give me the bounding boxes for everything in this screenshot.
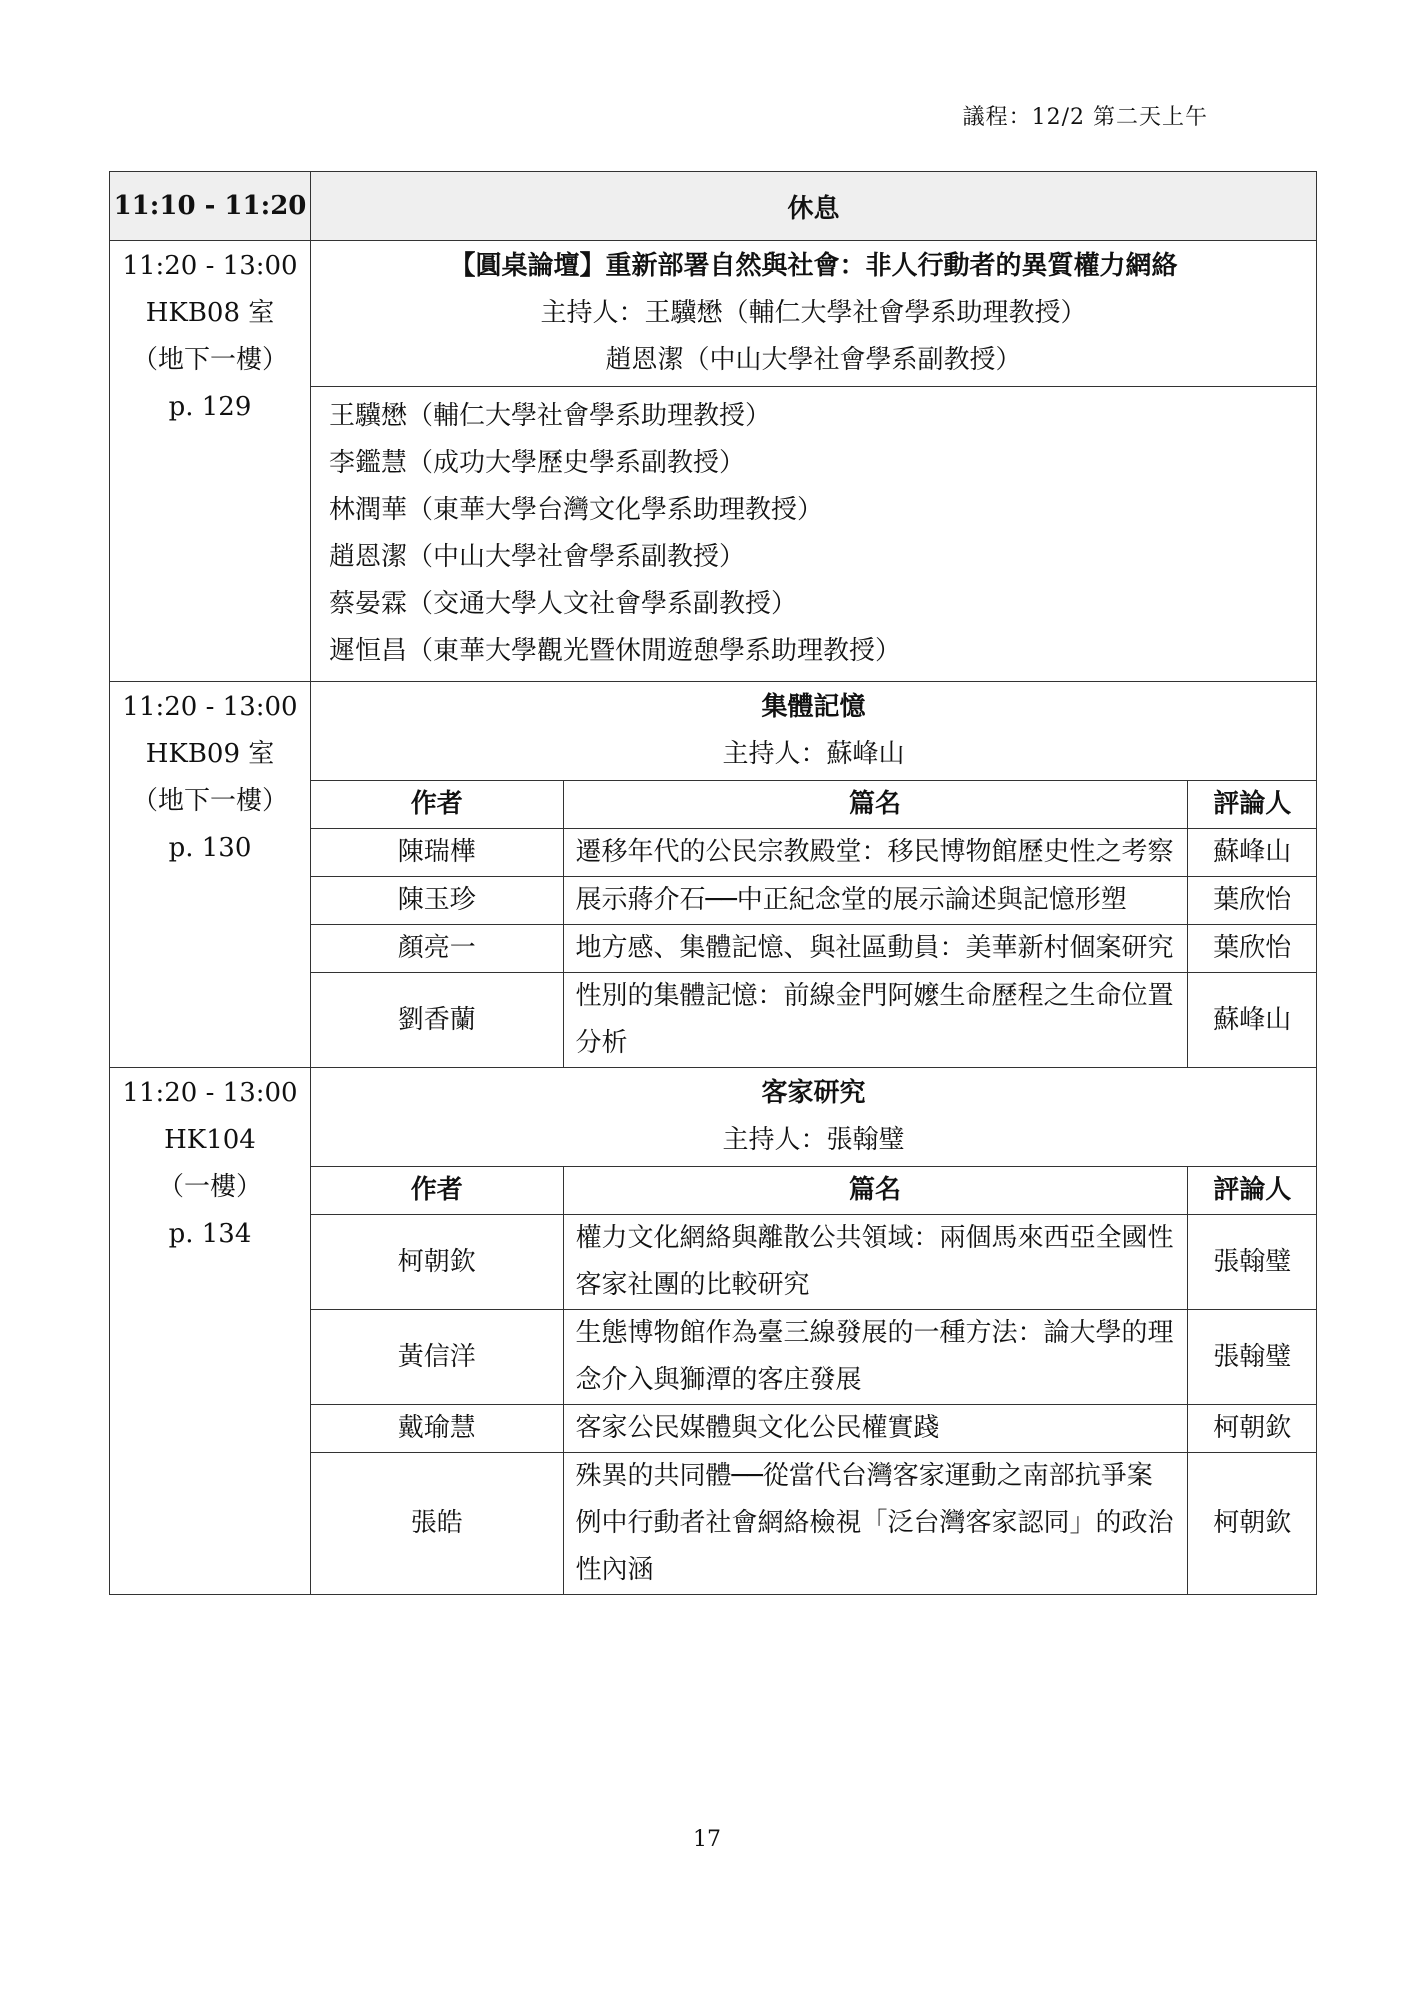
session-page-ref: p. 129 bbox=[168, 392, 252, 422]
session-host: 主持人：王驥懋（輔仁大學社會學系助理教授） bbox=[540, 298, 1087, 328]
session-time-cell bbox=[110, 1068, 311, 1595]
page-number: 17 bbox=[693, 1827, 721, 1852]
col-reviewer-header: 評論人 bbox=[1187, 1167, 1317, 1215]
paper-reviewer: 柯朝欽 bbox=[1187, 1405, 1317, 1453]
break-time: 11:10 - 11:20 bbox=[110, 172, 311, 241]
session-row bbox=[110, 682, 1317, 1068]
session-room: HKB09 室 bbox=[145, 739, 275, 769]
paper-row bbox=[311, 925, 1317, 973]
session-time-cell bbox=[110, 682, 311, 1068]
session-floor: （地下一樓） bbox=[131, 786, 288, 816]
paper-author: 陳玉珍 bbox=[311, 877, 563, 925]
session-room: HK104 bbox=[164, 1125, 256, 1155]
panelist: 蔡晏霖（交通大學人文社會學系副教授） bbox=[329, 589, 798, 619]
paper-reviewer: 張翰璧 bbox=[1187, 1215, 1317, 1310]
session-time: 11:20 - 13:00 bbox=[122, 692, 298, 722]
paper-title: 生態博物館作為臺三線發展的一種方法：論大學的理念介入與獅潭的客庄發展 bbox=[563, 1310, 1187, 1405]
col-title-header: 篇名 bbox=[563, 781, 1187, 829]
paper-title: 權力文化網絡與離散公共領域：兩個馬來西亞全國性客家社團的比較研究 bbox=[563, 1215, 1187, 1310]
paper-author: 柯朝欽 bbox=[311, 1215, 563, 1310]
paper-author: 黃信洋 bbox=[311, 1310, 563, 1405]
paper-reviewer: 蘇峰山 bbox=[1187, 829, 1317, 877]
session-host: 主持人：張翰璧 bbox=[722, 1125, 905, 1155]
session-cohost: 趙恩潔（中山大學社會學系副教授） bbox=[605, 345, 1022, 375]
paper-row bbox=[311, 1310, 1317, 1405]
paper-table bbox=[311, 780, 1317, 1067]
session-row bbox=[110, 1068, 1317, 1595]
session-floor: （一樓） bbox=[157, 1172, 262, 1202]
paper-table bbox=[311, 1166, 1317, 1594]
paper-title: 殊異的共同體──從當代台灣客家運動之南部抗爭案例中行動者社會網絡檢視「泛台灣客家認同」的政治性內涵 bbox=[563, 1453, 1187, 1595]
paper-row bbox=[311, 1405, 1317, 1453]
panelist-list bbox=[311, 387, 1317, 682]
panelist: 李鑑慧（成功大學歷史學系副教授） bbox=[329, 448, 746, 478]
session-time: 11:20 - 13:00 bbox=[122, 251, 298, 281]
paper-row bbox=[311, 829, 1317, 877]
session-title: 【圓桌論壇】重新部署自然與社會：非人行動者的異質權力網絡 bbox=[449, 251, 1178, 281]
paper-reviewer: 柯朝欽 bbox=[1187, 1453, 1317, 1595]
col-author-header: 作者 bbox=[311, 781, 563, 829]
roundtable-row bbox=[110, 241, 1317, 387]
col-title-header: 篇名 bbox=[563, 1167, 1187, 1215]
paper-reviewer: 葉欣怡 bbox=[1187, 877, 1317, 925]
paper-row bbox=[311, 1215, 1317, 1310]
panelist: 林潤華（東華大學台灣文化學系助理教授） bbox=[329, 495, 824, 525]
break-row bbox=[110, 172, 1317, 241]
session-host: 主持人：蘇峰山 bbox=[722, 739, 905, 769]
agenda-table bbox=[109, 171, 1317, 1595]
paper-title: 客家公民媒體與文化公民權實踐 bbox=[563, 1405, 1187, 1453]
col-author-header: 作者 bbox=[311, 1167, 563, 1215]
session-floor: （地下一樓） bbox=[131, 345, 288, 375]
break-label: 休息 bbox=[311, 172, 1317, 241]
session-title: 集體記憶 bbox=[761, 692, 866, 722]
panelist: 遲恒昌（東華大學觀光暨休閒遊憩學系助理教授） bbox=[329, 636, 902, 666]
session-room: HKB08 室 bbox=[145, 298, 275, 328]
paper-author: 張皓 bbox=[311, 1453, 563, 1595]
session-title: 客家研究 bbox=[761, 1078, 866, 1108]
paper-title: 展示蔣介石──中正紀念堂的展示論述與記憶形塑 bbox=[563, 877, 1187, 925]
roundtable-time-cell bbox=[110, 241, 311, 682]
paper-reviewer: 葉欣怡 bbox=[1187, 925, 1317, 973]
paper-author: 顏亮一 bbox=[311, 925, 563, 973]
roundtable-header bbox=[311, 241, 1317, 387]
paper-row bbox=[311, 973, 1317, 1068]
paper-author: 戴瑜慧 bbox=[311, 1405, 563, 1453]
paper-title: 遷移年代的公民宗教殿堂：移民博物館歷史性之考察 bbox=[563, 829, 1187, 877]
page-header: 議程：12/2 第二天上午 bbox=[962, 105, 1208, 130]
col-reviewer-header: 評論人 bbox=[1187, 781, 1317, 829]
paper-author: 劉香蘭 bbox=[311, 973, 563, 1068]
session-time: 11:20 - 13:00 bbox=[122, 1078, 298, 1108]
session-page-ref: p. 134 bbox=[168, 1219, 252, 1249]
session-detail bbox=[311, 1068, 1317, 1595]
paper-author: 陳瑞樺 bbox=[311, 829, 563, 877]
paper-title: 性別的集體記憶：前線金門阿嬤生命歷程之生命位置分析 bbox=[563, 973, 1187, 1068]
paper-title: 地方感、集體記憶、與社區動員：美華新村個案研究 bbox=[563, 925, 1187, 973]
paper-reviewer: 張翰璧 bbox=[1187, 1310, 1317, 1405]
panelist: 趙恩潔（中山大學社會學系副教授） bbox=[329, 542, 746, 572]
session-page-ref: p. 130 bbox=[168, 833, 252, 863]
session-detail bbox=[311, 682, 1317, 1068]
paper-row bbox=[311, 877, 1317, 925]
panelist: 王驥懋（輔仁大學社會學系助理教授） bbox=[329, 401, 772, 431]
paper-reviewer: 蘇峰山 bbox=[1187, 973, 1317, 1068]
paper-row bbox=[311, 1453, 1317, 1595]
